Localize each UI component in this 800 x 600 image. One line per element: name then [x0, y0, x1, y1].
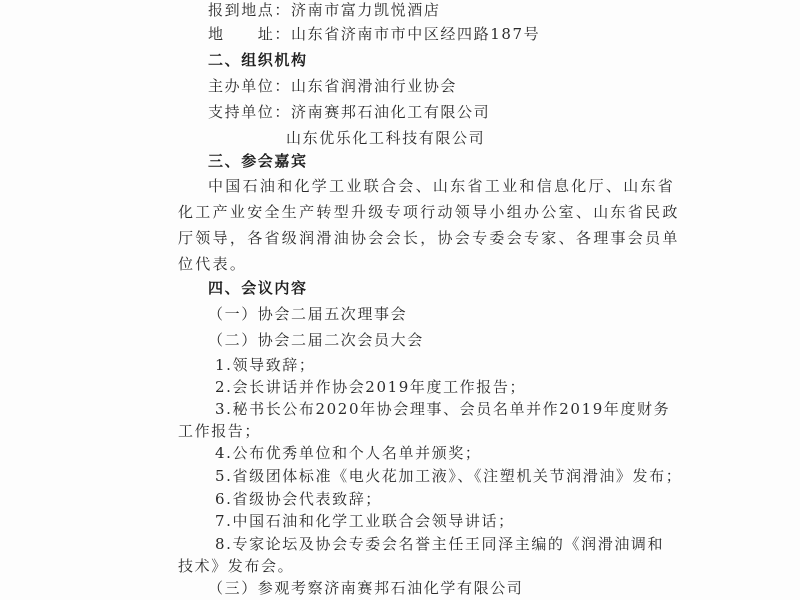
agenda-list-item: 4.公布优秀单位和个人名单并颁奖； — [215, 444, 482, 462]
report-place-value: 济南市富力凯悦酒店 — [291, 1, 441, 19]
host-row — [208, 76, 457, 96]
agenda-sub-item-1: （一）协会二届五次理事会 — [208, 305, 408, 323]
address-label: 地 址： — [208, 25, 292, 43]
host-value: 山东省润滑油行业协会 — [291, 77, 458, 95]
agenda-list-item: 8.专家论坛及协会专委会名誉主任王同泽主编的《润滑油调和 — [215, 535, 665, 553]
agenda-list-item: 7.中国石油和化学工业联合会领导讲话； — [215, 512, 515, 530]
section-heading-organization: 二、组织机构 — [208, 51, 308, 69]
address-row — [208, 24, 540, 44]
support-row — [208, 102, 490, 122]
report-place-row — [208, 0, 440, 20]
agenda-sub-item-3: （三）参观考察济南赛邦石油化学有限公司 — [208, 579, 524, 597]
host-label: 主办单位： — [208, 77, 292, 95]
agenda-sub-item-2: （二）协会二届二次会员大会 — [208, 331, 424, 349]
guests-paragraph-line: 中国石油和化学工业联合会、山东省工业和信息化厅、山东省 — [208, 177, 676, 195]
report-place-label: 报到地点： — [208, 1, 292, 19]
guests-paragraph-line: 厅领导，各省级润滑油协会会长，协会专委会专家、各理事会员单 — [178, 229, 680, 247]
section-heading-guests: 三、参会嘉宾 — [208, 152, 308, 170]
address-value: 山东省济南市市中区经四路187号 — [291, 25, 541, 43]
agenda-list-item: 1.领导致辞； — [215, 356, 316, 374]
agenda-list-item: 2.会长讲话并作协会2019年度工作报告； — [215, 378, 527, 396]
agenda-list-item: 技术》发布会。 — [178, 557, 295, 575]
support-label: 支持单位： — [208, 103, 292, 121]
agenda-list-item: 5.省级团体标准《电火花加工液》、《注塑机关节润滑油》发布； — [215, 467, 683, 485]
support-value-2: 山东优乐化工科技有限公司 — [286, 129, 486, 147]
guests-paragraph-line: 位代表。 — [178, 255, 248, 273]
section-heading-agenda: 四、会议内容 — [208, 279, 308, 297]
agenda-list-item: 6.省级协会代表致辞； — [215, 490, 382, 508]
support-value-1: 济南赛邦石油化工有限公司 — [291, 103, 491, 121]
agenda-list-item: 工作报告； — [178, 422, 262, 440]
guests-paragraph-line: 化工产业安全生产转型升级专项行动领导小组办公室、山东省民政 — [178, 203, 680, 221]
agenda-list-item: 3.秘书长公布2020年协会理事、会员名单并作2019年度财务 — [215, 400, 671, 418]
